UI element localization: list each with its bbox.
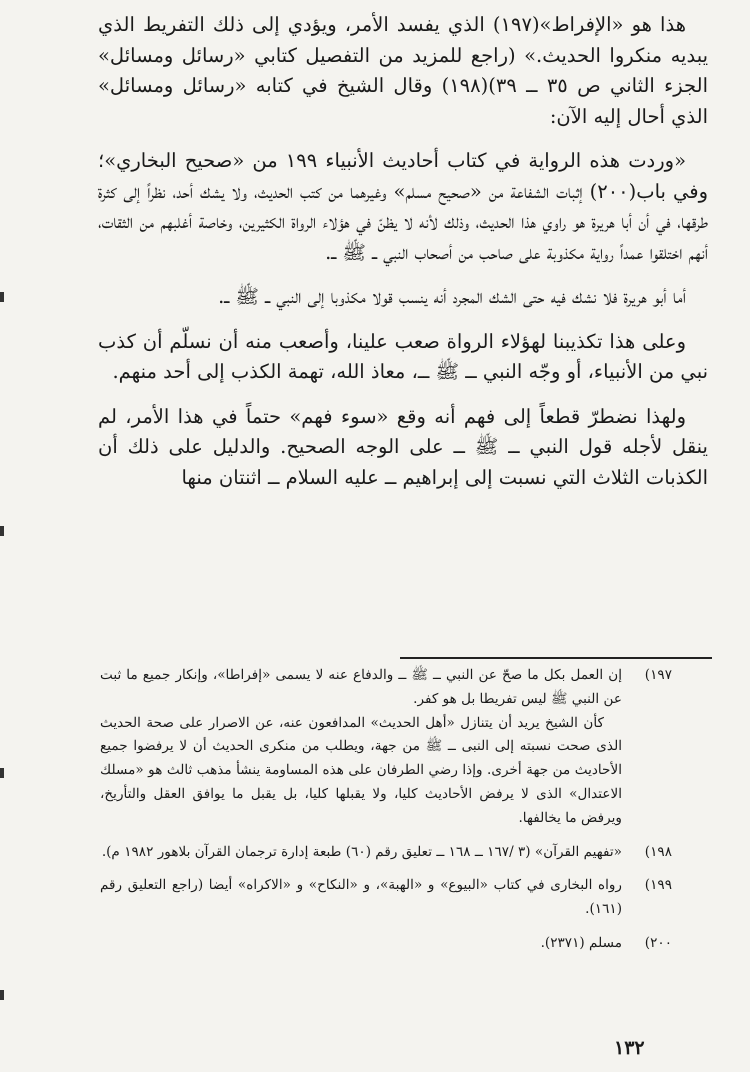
page-number: ١٣٢ — [614, 1037, 645, 1059]
paragraph-2-quote: «وردت هذه الرواية في كتاب أحاديث الأنبياء ١٩٩ من «صحيح البخاري»؛ وفي باب(٢٠٠) إثبات الشفاعة من «صحيح مسلم» وغيرهما من كتب الحديث، ولا يشك أحد، نظراً إلى كثرة طرقها، في أن أبا هريرة هو راوي هذا الحديث، وذلك لأنه لا يظنّ في هؤلاء الرواة الكثيرين، وخاصة أغلبهم من الثقات، أنهم اختلقوا عمداً رواية مكذوبة على صاحب من أصحاب النبي ــ ﷺ ــ. — [98, 149, 708, 264]
paragraph-3: أما أبو هريرة فلا نشك فيه حتى الشك المجرد أنه ينسب قولا مكذوبا إلى النبي ــ ﷺ ــ. — [218, 285, 686, 308]
footnote-number: ١٩٧) — [644, 667, 672, 683]
footnote-text: إن العمل بكل ما صحّ عن النبي ــ ﷺ ــ والدفاع عنه لا يسمى «إفراطا»، وإنكار جميع ما ثبت عن النبي ﷺ ليس تفريطا بل هو كفر. — [100, 667, 622, 707]
footnote-number: ١٩٨) — [644, 843, 672, 860]
scan-edge-mark — [0, 990, 4, 1000]
scan-edge-mark — [0, 292, 4, 302]
footnote-text: رواه البخارى في كتاب «البيوع» و «الهبة»، و «النكاح» و «الاكراه» أيضا (راجع التعليق رقم (١٦١). — [100, 877, 622, 918]
footnotes — [100, 664, 672, 956]
footnote-198 — [100, 841, 672, 865]
footnote-text: «تفهيم القرآن» (٣ /١٦٧ ــ ١٦٨ ــ تعليق رقم (٦٠) طبعة إدارة ترجمان القرآن بلاهور ١٩٨٢ م). — [101, 843, 622, 860]
footnote-divider — [400, 657, 712, 659]
footnote-number: ١٩٩) — [644, 877, 672, 894]
footnote-text: مسلم (٢٣٧١). — [540, 934, 622, 951]
scan-edge-mark — [0, 526, 4, 536]
footnote-199 — [100, 874, 672, 922]
footnote-197 — [100, 664, 672, 712]
paragraph-5: ولهذا نضطرّ قطعاً إلى فهم أنه وقع «سوء فهم» حتماً في هذا الأمر، لم ينقل لأجله قول النبي ــ ﷺ ــ على الوجه الصحيح. والدليل على ذلك أن الكذبات الثلاث التي نسبت إلى إبراهيم ــ عليه السلام ــ اثنتان منها — [98, 404, 708, 489]
footnote-200 — [100, 932, 672, 956]
footnote-number: ٢٠٠) — [644, 934, 672, 951]
main-text — [98, 10, 708, 493]
footnote-197-continuation: كأن الشيخ يريد أن يتنازل «أهل الحديث» المدافعون عنه، عن الاصرار على صحة الحديث الذى صحت نسبته إلى النبى ــ ﷺ من جهة، ويطلب من منكرى الحديث أن لا يرفضوا جميع الأحاديث من جهة أخرى. وإذا رضي الطرفان على هذه المساومة ينشأ مذهب ثالث هو «مسلك الاعتدال» الذى لا يرفض الأحاديث كليا، ولا يقبلها كليا، بل يقبل ما يوافق العقل والتأريخ، ويرفض ما يخالفها. — [100, 714, 622, 826]
paragraph-4: وعلى هذا تكذيبنا لهؤلاء الرواة صعب علينا، وأصعب منه أن نسلّم أن كذب نبي من الأنبياء، أو وجّه النبي ــ ﷺ ــ، معاذ الله، تهمة الكذب إلى أحد منهم. — [98, 329, 708, 383]
scan-edge-mark — [0, 768, 4, 778]
paragraph-1: هذا هو «الإفراط»(١٩٧) الذي يفسد الأمر، ويؤدي إلى ذلك التفريط الذي يبديه منكروا الحديث.» (راجع للمزيد من التفصيل كتابي «رسائل ومسائل» الجزء الثاني ص ٣٥ ــ ٣٩)(١٩٨) وقال الشيخ في كتابه «رسائل ومسائل» الذي أحال إليه الآن: — [98, 13, 708, 128]
